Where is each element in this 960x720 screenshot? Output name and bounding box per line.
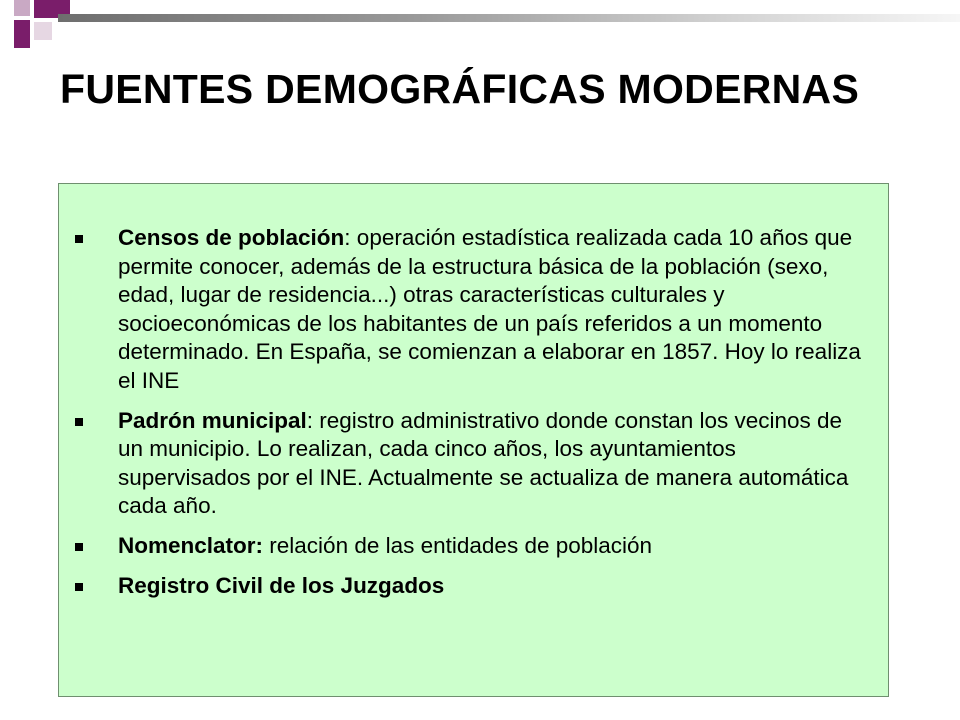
- item-text: relación de las entidades de población: [263, 532, 653, 558]
- list-item-padron: [71, 407, 871, 521]
- bullet-list: [71, 224, 871, 611]
- list-item-censos: [71, 224, 871, 396]
- item-text: : registro administrativo donde constan los vecinos de un municipio. Lo realizan, cada cinco años, los ayuntamientos supervisados por el INE. Actualmente se actualiza de manera automática cada año.: [118, 407, 849, 519]
- decorative-square: [14, 0, 30, 16]
- item-term: Registro Civil de los Juzgados: [118, 572, 445, 598]
- square-bullet-icon: [75, 543, 83, 551]
- item-term: Censos de población: [118, 225, 345, 250]
- decorative-square: [34, 22, 52, 40]
- item-text: : operación estadística realizada cada 10 años que permite conocer, además de la estructura básica de la población (sexo, edad, lugar de residencia...) otras características culturales y socioeconómicas de los habitantes de un país referidos a un momento determinado. En España, se comienzan a elaborar en 1857. Hoy lo realiza el INE: [118, 225, 861, 393]
- list-item-nomenclator: [71, 532, 871, 561]
- content-box: [58, 183, 889, 697]
- decorative-header-bar: [58, 14, 960, 22]
- slide-title: FUENTES DEMOGRÁFICAS MODERNAS: [60, 66, 860, 112]
- list-item-registro-civil: [71, 572, 871, 601]
- item-term: Padrón municipal: [118, 407, 307, 433]
- decorative-square: [14, 20, 30, 48]
- square-bullet-icon: [75, 235, 83, 243]
- item-term: Nomenclator:: [118, 532, 264, 558]
- square-bullet-icon: [75, 583, 83, 591]
- square-bullet-icon: [75, 418, 83, 426]
